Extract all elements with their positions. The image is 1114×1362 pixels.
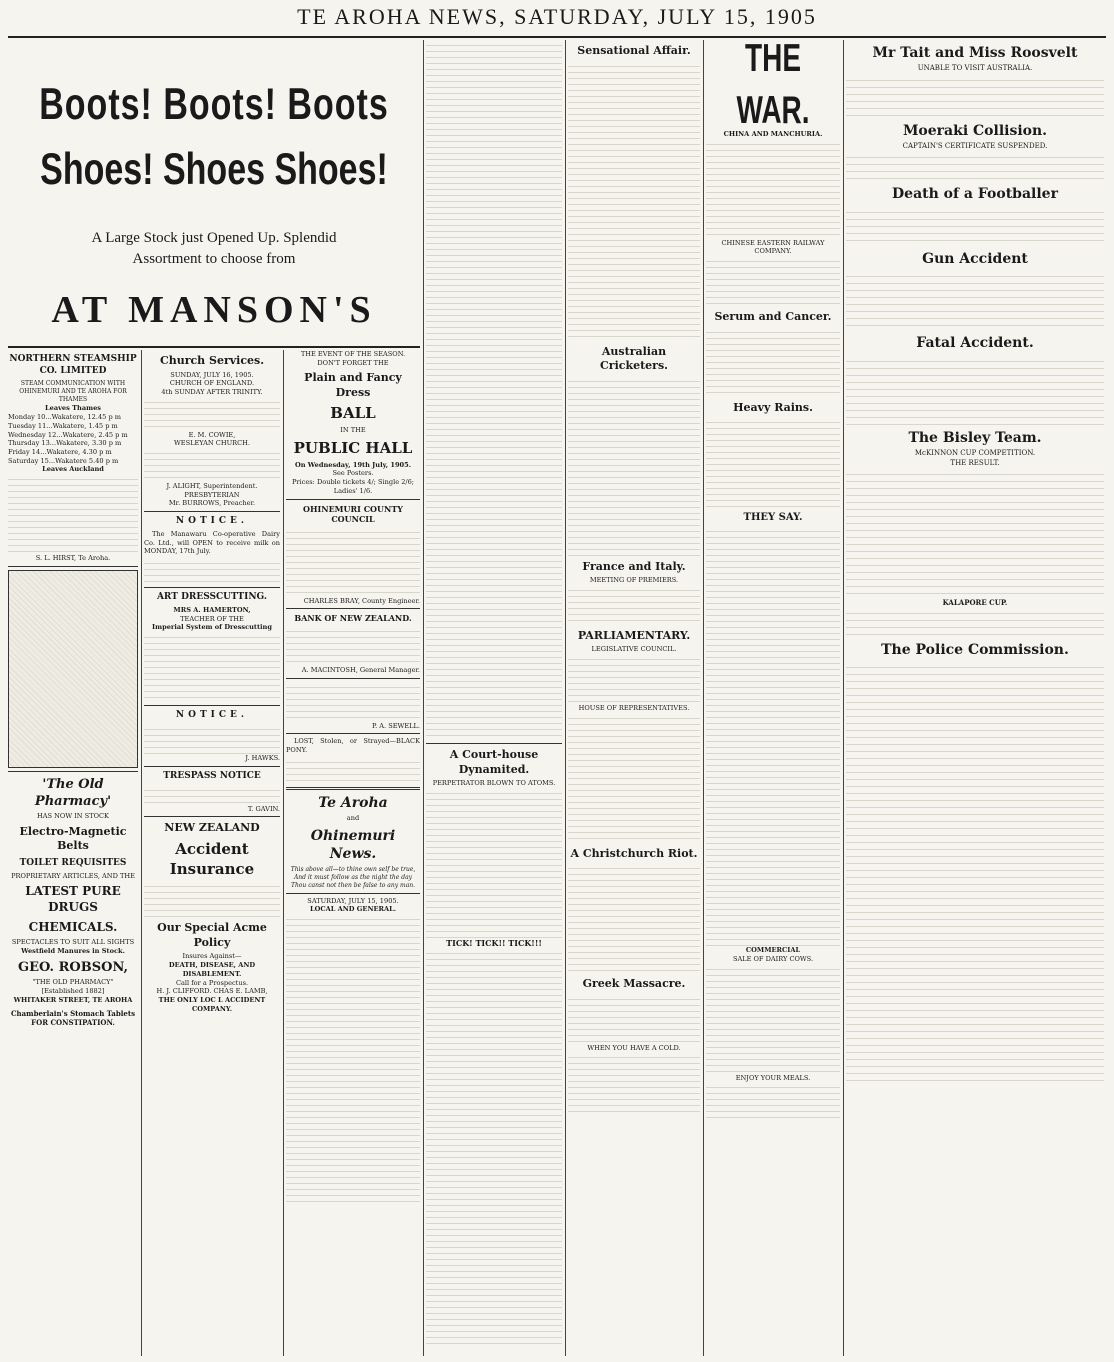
art-teacher: TEACHER OF THE bbox=[180, 614, 244, 623]
trespass-signature: T. GAVIN. bbox=[247, 804, 280, 813]
column-7 bbox=[846, 40, 1104, 1356]
commercial-sub: SALE OF DAIRY COWS. bbox=[732, 954, 814, 963]
cold-text-lines bbox=[568, 1052, 700, 1112]
greek-heading: Greek Massacre. bbox=[582, 977, 686, 991]
column-divider bbox=[843, 40, 844, 1356]
church-england: CHURCH OF ENGLAND. bbox=[169, 379, 255, 388]
column-divider bbox=[283, 350, 284, 1356]
ball-title: BALL bbox=[330, 404, 376, 423]
tait-text-lines bbox=[846, 74, 1104, 118]
kalapore-text-lines bbox=[846, 607, 1104, 637]
house-sub: HOUSE OF REPRESENTATIVES. bbox=[578, 703, 690, 712]
paper-date: SATURDAY, JULY 15, 1905. bbox=[307, 896, 399, 905]
steamship-footer: S. L. HIRST, Te Aroha. bbox=[35, 554, 111, 563]
bisley-sub: McKINNON CUP COMPETITION. bbox=[914, 449, 1036, 458]
notice2-heading: NOTICE. bbox=[175, 710, 249, 721]
tait-sub: UNABLE TO VISIT AUSTRALIA. bbox=[917, 64, 1033, 73]
serum-text-lines bbox=[706, 327, 840, 397]
courthouse-text-lines bbox=[426, 788, 562, 938]
paper-and: and bbox=[346, 814, 360, 823]
manson-name: AT MANSON'S bbox=[51, 289, 377, 331]
ball-forget: DON'T FORGET THE bbox=[317, 358, 389, 367]
column-5 bbox=[568, 40, 700, 1356]
paper-name-1: Te Aroha bbox=[318, 794, 388, 811]
insurance-special: Our Special Acme Policy bbox=[157, 921, 267, 949]
church-trinity: 4th SUNDAY AFTER TRINITY. bbox=[161, 387, 263, 396]
rains-heading: Heavy Rains. bbox=[733, 400, 813, 414]
church-title: Church Services. bbox=[159, 354, 265, 367]
pharmacy-est: [Established 1882] bbox=[41, 987, 105, 996]
pharmacy-name: 'The Old Pharmacy' bbox=[34, 776, 112, 809]
pharmacy-owner: GEO. ROBSON, bbox=[17, 960, 129, 976]
column-divider bbox=[423, 40, 424, 1356]
masthead: TE AROHA NEWS, SATURDAY, JULY 15, 1905 bbox=[297, 4, 817, 29]
ball-hall: PUBLIC HALL bbox=[293, 438, 413, 457]
wesleyan-text-lines bbox=[144, 448, 280, 482]
cricketers-heading: Australian Cricketers. bbox=[600, 344, 668, 373]
steamship-text-lines bbox=[8, 474, 138, 554]
insurance-agents: H. J. CLIFFORD. CHAS E. LAMB, bbox=[156, 987, 268, 996]
ball-posters: See Posters. bbox=[332, 469, 374, 478]
tick-heading: TICK! TICK!! TICK!!! bbox=[446, 937, 542, 948]
sensational-text-lines bbox=[568, 61, 700, 341]
cricketers-text-lines bbox=[568, 376, 700, 556]
ball-plain: Plain and Fancy Dress bbox=[304, 371, 402, 399]
pharmacy-sub: "THE OLD PHARMACY" bbox=[32, 978, 114, 987]
steamship-row: Friday 14...Wakatere, 4.30 p m bbox=[8, 447, 112, 456]
commercial-text-lines bbox=[706, 964, 840, 1074]
moeraki-text-lines bbox=[846, 151, 1104, 181]
column-2 bbox=[144, 350, 280, 1356]
france-text-lines bbox=[568, 585, 700, 625]
church-wesleyan: WESLEYAN CHURCH. bbox=[174, 439, 250, 448]
column-divider bbox=[703, 40, 704, 1356]
sensational-heading: Sensational Affair. bbox=[577, 44, 691, 57]
column-3-lower bbox=[286, 350, 420, 1356]
china-sub: CHINA AND MANCHURIA. bbox=[723, 129, 823, 138]
art-hamerton: MRS A. HAMERTON, bbox=[173, 606, 251, 614]
art-imperial: Imperial System of Dresscutting bbox=[152, 623, 272, 632]
nelson-moate-tea-advert bbox=[8, 570, 138, 768]
war-heading: THE WAR. bbox=[736, 40, 810, 132]
bank-manager: A. MACINTOSH, General Manager. bbox=[301, 665, 420, 674]
cold-heading: WHEN YOU HAVE A COLD. bbox=[587, 1043, 681, 1052]
column-6 bbox=[706, 40, 840, 1356]
lost-text-lines bbox=[286, 757, 420, 783]
rains-text-lines bbox=[706, 417, 840, 507]
steamship-auckland: Leaves Auckland bbox=[42, 465, 104, 474]
greek-text-lines bbox=[568, 994, 700, 1044]
paper-name-2: Ohinemuri News. bbox=[310, 827, 396, 863]
tait-heading: Mr Tait and Miss Roosvelt bbox=[872, 45, 1078, 61]
notice2-signature: J. HAWKS. bbox=[245, 753, 280, 762]
manson-advert bbox=[8, 44, 420, 344]
serum-heading: Serum and Cancer. bbox=[714, 310, 832, 324]
they-say-heading: THEY SAY. bbox=[743, 512, 803, 524]
paper-motto: This above all—to thine own self be true, And it must follow as the night the day Thou canst not then be false to any man. bbox=[290, 865, 416, 889]
commercial-heading: COMMERCIAL bbox=[745, 946, 801, 955]
house-text-lines bbox=[568, 713, 700, 843]
ball-prices: Prices: Double tickets 4/; Single 2/6; Ladies' 1/6. bbox=[291, 478, 415, 495]
steamship-row: Monday 10...Wakatere, 12.45 p m bbox=[8, 413, 122, 422]
legislative-sub: LEGISLATIVE COUNCIL. bbox=[591, 645, 677, 654]
ball-inthe: IN THE bbox=[340, 426, 366, 435]
notice-text-lines bbox=[144, 558, 280, 584]
pharmacy-manures: Westfield Manures in Stock. bbox=[21, 946, 125, 955]
insurance-death: DEATH, DISEASE, AND DISABLEMENT. bbox=[168, 961, 256, 978]
steamship-sub: STEAM COMMUNICATION WITH OHINEMURI AND TE AROHA FOR THAMES bbox=[19, 379, 127, 403]
pharmacy-drugs: LATEST PURE DRUGS bbox=[25, 884, 121, 915]
china-text-lines bbox=[706, 139, 840, 239]
they-say-text-lines bbox=[706, 526, 840, 946]
church-presbyterian: PRESBYTERIAN bbox=[184, 490, 240, 499]
eastern-text-lines bbox=[706, 256, 840, 306]
column-4 bbox=[426, 40, 562, 1356]
bank-title: BANK OF NEW ZEALAND. bbox=[294, 613, 412, 624]
church-date: SUNDAY, JULY 16, 1905. bbox=[170, 370, 254, 379]
gun-text-lines bbox=[846, 270, 1104, 330]
steamship-leaves: Leaves Thames bbox=[45, 404, 101, 413]
insurance-only: THE ONLY LOC L ACCIDENT COMPANY. bbox=[158, 995, 266, 1013]
insurance-nz: NEW ZEALAND bbox=[164, 821, 260, 835]
parliamentary-heading: PARLIAMENTARY. bbox=[577, 628, 691, 642]
manson-shoes: Shoes! Shoes Shoes! bbox=[40, 145, 388, 195]
police-text-lines bbox=[846, 661, 1104, 1081]
manson-assortment: Assortment to choose from bbox=[132, 251, 296, 267]
notice-heading: NOTICE. bbox=[175, 516, 249, 527]
trespass-text-lines bbox=[144, 785, 280, 805]
kalapore-heading: KALAPORE CUP. bbox=[942, 597, 1008, 607]
gun-heading: Gun Accident bbox=[922, 250, 1028, 267]
trespass-heading: TRESPASS NOTICE bbox=[163, 770, 261, 781]
church-vicar: E. M. COWIE, bbox=[188, 430, 236, 439]
masthead-rule bbox=[8, 36, 1106, 38]
fatal-heading: Fatal Accident. bbox=[916, 335, 1034, 352]
bank-text-lines bbox=[286, 626, 420, 666]
paper-local: LOCAL AND GENERAL. bbox=[309, 905, 397, 914]
pharmacy-tablets: Chamberlain's Stomach Tablets FOR CONSTIPATION. bbox=[10, 1008, 136, 1027]
notice-dairy: The Manawaru Co-operative Dairy Co. Ltd., will OPEN to receive milk on MONDAY, 17th July. bbox=[144, 530, 280, 556]
church-superintendent: J. ALIGHT, Superintendent. bbox=[166, 482, 258, 491]
pharmacy-proprietary: PROPRIETARY ARTICLES, AND THE bbox=[11, 871, 135, 880]
column-divider bbox=[141, 350, 142, 1356]
christchurch-text-lines bbox=[568, 863, 700, 973]
police-heading: The Police Commission. bbox=[881, 641, 1069, 658]
ball-event: THE EVENT OF THE SEASON. bbox=[300, 350, 406, 358]
council-text-lines bbox=[286, 527, 420, 597]
bisley-result: THE RESULT. bbox=[950, 458, 1000, 467]
insurance-insures: Insures Against— bbox=[182, 952, 242, 961]
sewell-signature: P. A. SEWELL. bbox=[371, 721, 420, 730]
steamship-row: Thursday 13...Wakatere, 3.30 p m bbox=[8, 439, 122, 448]
insurance-text-lines bbox=[144, 881, 280, 917]
steamship-title: NORTHERN STEAMSHIP CO. LIMITED bbox=[9, 354, 137, 376]
church-text-lines bbox=[144, 397, 280, 431]
pharmacy-belts: Electro-Magnetic Belts bbox=[19, 824, 127, 853]
fatal-text-lines bbox=[846, 355, 1104, 425]
notice2-text-lines bbox=[144, 724, 280, 754]
art-text-lines bbox=[144, 632, 280, 702]
insurance-call: Call for a Prospectus. bbox=[175, 978, 249, 987]
steamship-row: Saturday 15...Wakatere 5.40 p m bbox=[8, 456, 119, 465]
footballer-heading: Death of a Footballer bbox=[892, 186, 1058, 203]
tick-text-lines bbox=[426, 948, 562, 1348]
church-preacher: Mr. BURROWS, Preacher. bbox=[168, 499, 256, 508]
article-text-lines bbox=[426, 40, 562, 740]
courthouse-sub: PERPETRATOR BLOWN TO ATOMS. bbox=[432, 779, 556, 788]
insurance-accident: Accident Insurance bbox=[169, 839, 255, 878]
courthouse-heading: A Court-house Dynamited. bbox=[449, 748, 539, 776]
footballer-text-lines bbox=[846, 206, 1104, 246]
meals-text-lines bbox=[706, 1082, 840, 1122]
column-1 bbox=[8, 350, 138, 1356]
legislative-text-lines bbox=[568, 654, 700, 704]
council-title: OHINEMURI COUNTY COUNCIL bbox=[303, 503, 403, 525]
france-heading: France and Italy. bbox=[582, 559, 686, 573]
art-heading: ART DRESSCUTTING. bbox=[156, 592, 268, 603]
pharmacy-stock: HAS NOW IN STOCK bbox=[37, 812, 109, 821]
moeraki-sub: CAPTAIN'S CERTIFICATE SUSPENDED. bbox=[902, 142, 1048, 151]
eastern-sub: CHINESE EASTERN RAILWAY COMPANY. bbox=[721, 238, 825, 256]
france-sub: MEETING OF PREMIERS. bbox=[589, 576, 679, 585]
manson-stock: A Large Stock just Opened Up. Splendid bbox=[91, 230, 337, 246]
pharmacy-spectacles: SPECTACLES TO SUIT ALL SIGHTS bbox=[11, 937, 135, 946]
manson-boots: Boots! Boots! Boots bbox=[39, 80, 389, 130]
sewell-text-lines bbox=[286, 682, 420, 722]
ball-date: On Wednesday, 19th July, 1905. bbox=[294, 460, 412, 469]
steamship-row: Wednesday 12...Wakatere, 2.45 p m bbox=[8, 430, 128, 439]
meals-heading: ENJOY YOUR MEALS. bbox=[735, 1073, 811, 1082]
steamship-row: Tuesday 11...Wakatere, 1.45 p m bbox=[8, 421, 118, 430]
local-text-lines bbox=[286, 914, 420, 1204]
bisley-heading: The Bisley Team. bbox=[908, 429, 1042, 446]
pharmacy-chemicals: CHEMICALS. bbox=[28, 920, 118, 935]
lost-pony: LOST, Stolen, or Strayed—BLACK PONY. bbox=[286, 737, 420, 754]
pharmacy-toilet: TOILET REQUISITES bbox=[19, 857, 127, 868]
column-divider bbox=[565, 40, 566, 1356]
christchurch-heading: A Christchurch Riot. bbox=[570, 846, 698, 860]
pharmacy-address: WHITAKER STREET, TE AROHA bbox=[13, 995, 133, 1004]
bisley-text-lines bbox=[846, 468, 1104, 598]
manson-bottom-rule bbox=[8, 346, 420, 348]
council-bray: CHARLES BRAY, County Engineer. bbox=[303, 596, 420, 605]
moeraki-heading: Moeraki Collision. bbox=[902, 122, 1048, 139]
